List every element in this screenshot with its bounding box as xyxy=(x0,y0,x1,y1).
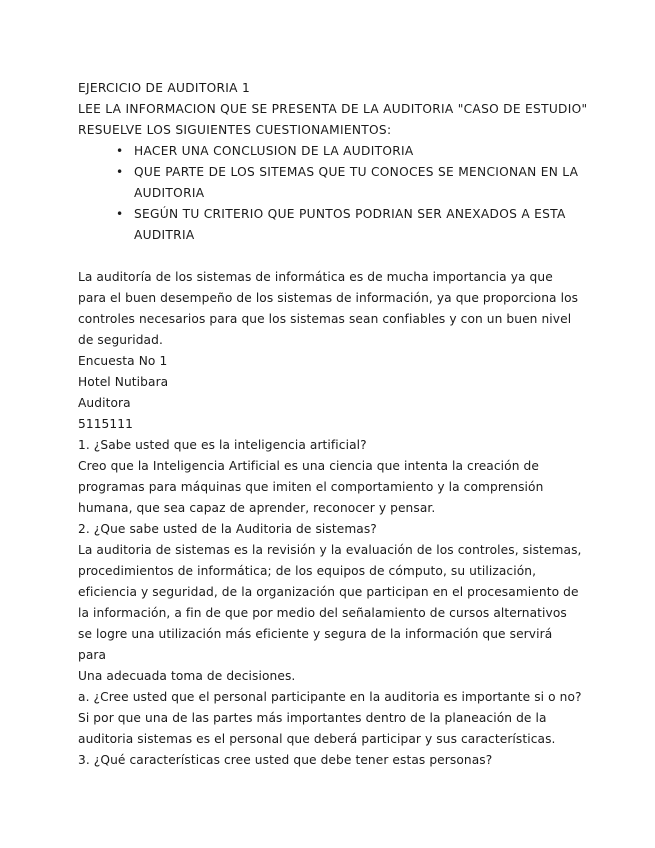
answer-1-line: humana, que sea capaz de aprender, reconocer y pensar. xyxy=(78,501,436,515)
answer-a-line: Si por que una de las partes más importantes dentro de la planeación de la xyxy=(78,711,547,725)
intro-line: La auditoría de los sistemas de informática es de mucha importancia ya que xyxy=(78,270,553,284)
task-text: SEGÚN TU CRITERIO QUE PUNTOS PODRIAN SER ANEXADOS A ESTA xyxy=(134,207,566,221)
answer-2-line: la información, a fin de que por medio del señalamiento de cursos alternativos xyxy=(78,606,567,620)
bullet-icon: • xyxy=(116,144,124,158)
question-2: 2. ¿Que sabe usted de la Auditoria de sistemas? xyxy=(78,522,377,536)
task-item xyxy=(116,204,598,246)
answer-2-line: procedimientos de informática; de los equipos de cómputo, su utilización, xyxy=(78,564,537,578)
survey-number: 5115111 xyxy=(78,417,133,431)
question-1-block xyxy=(78,435,598,519)
survey-role: Auditora xyxy=(78,396,131,410)
intro-paragraph xyxy=(78,267,598,351)
task-item xyxy=(116,141,598,162)
question-a-block xyxy=(78,687,598,750)
bullet-icon: • xyxy=(116,165,124,179)
answer-1-line: programas para máquinas que imiten el comportamiento y la comprensión xyxy=(78,480,544,494)
instruction-line-2: RESUELVE LOS SIGUIENTES CUESTIONAMIENTOS: xyxy=(78,123,392,137)
task-text: AUDITRIA xyxy=(134,228,195,242)
answer-2-line: Una adecuada toma de decisiones. xyxy=(78,669,296,683)
answer-a-line: auditoria sistemas es el personal que deberá participar y sus características. xyxy=(78,732,556,746)
task-text: AUDITORIA xyxy=(134,186,205,200)
answer-2-line: para xyxy=(78,648,107,662)
intro-line: controles necesarios para que los sistemas sean confiables y con un buen nivel xyxy=(78,312,572,326)
intro-line: para el buen desempeño de los sistemas de información, ya que proporciona los xyxy=(78,291,579,305)
survey-info xyxy=(78,351,598,435)
document-page xyxy=(78,78,598,771)
task-item xyxy=(116,162,598,204)
document-title: EJERCICIO DE AUDITORIA 1 xyxy=(78,81,250,95)
question-3-block xyxy=(78,750,598,771)
answer-2-line: La auditoria de sistemas es la revisión y la evaluación de los controles, sistemas, xyxy=(78,543,582,557)
question-3: 3. ¿Qué características cree usted que debe tener estas personas? xyxy=(78,753,493,767)
survey-hotel: Hotel Nutibara xyxy=(78,375,169,389)
survey-title: Encuesta No 1 xyxy=(78,354,168,368)
question-1: 1. ¿Sabe usted que es la inteligencia artificial? xyxy=(78,438,367,452)
section-spacer xyxy=(78,246,598,267)
question-2-block xyxy=(78,519,598,687)
answer-1-line: Creo que la Inteligencia Artificial es una ciencia que intenta la creación de xyxy=(78,459,539,473)
answer-2-line: se logre una utilización más eficiente y segura de la información que servirá xyxy=(78,627,553,641)
task-text: HACER UNA CONCLUSION DE LA AUDITORIA xyxy=(134,144,414,158)
instruction-line-1: LEE LA INFORMACION QUE SE PRESENTA DE LA AUDITORIA "CASO DE ESTUDIO" xyxy=(78,102,588,116)
bullet-icon: • xyxy=(116,207,124,221)
question-a: a. ¿Cree usted que el personal participante en la auditoria es importante si o no? xyxy=(78,690,582,704)
task-text: QUE PARTE DE LOS SITEMAS QUE TU CONOCES SE MENCIONAN EN LA xyxy=(134,165,579,179)
answer-2-line: eficiencia y seguridad, de la organización que participan en el procesamiento de xyxy=(78,585,579,599)
task-list xyxy=(78,141,598,246)
intro-line: de seguridad. xyxy=(78,333,163,347)
